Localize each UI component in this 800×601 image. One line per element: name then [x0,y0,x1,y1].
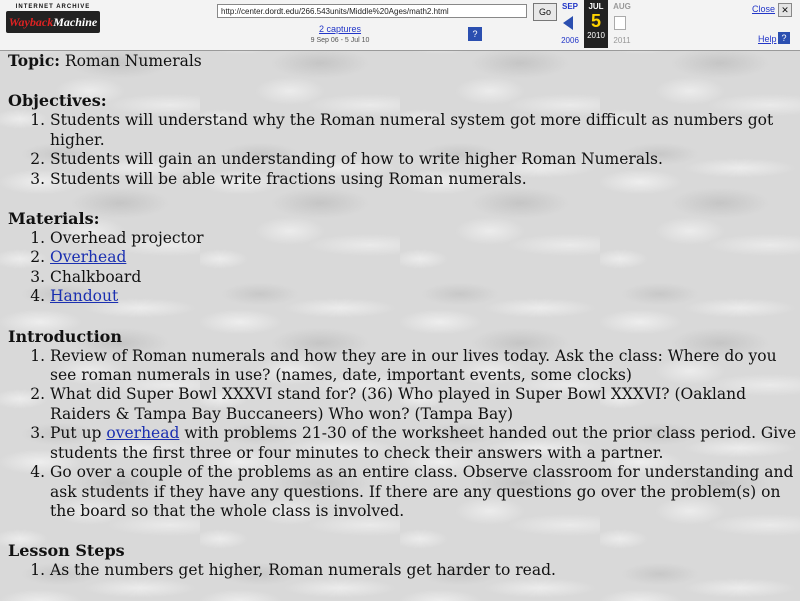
url-input[interactable]: http://center.dordt.edu/266.543units/Middle%20Ages/math2.html [217,4,527,18]
help-link[interactable]: Help [758,34,777,44]
list-item: 1. Students will understand why the Roman numeral system got more difficult as numbers got higher. [50,111,798,150]
current-capture-date [584,0,608,48]
list-item: 1. Overhead projector [50,229,798,248]
prev-month-link[interactable]: SEP [561,2,578,11]
logo-way: Wayback [8,15,54,29]
lesson-steps-heading: Lesson Steps [8,541,125,561]
intro-item3-pre: Put up [50,424,107,443]
wayback-toolbar [0,0,800,51]
list-item: 1. Review of Roman numerals and how they are in our lives today. Ask the class: Where do you see roman numerals in use? (names, date, important events, some clocks) [50,347,798,386]
prev-year-link[interactable]: 2006 [561,36,579,45]
introduction-section [8,327,798,522]
introduction-list [8,347,798,522]
intro-item3-post: with problems 21-30 of the worksheet handed out the prior class period. Give students the first three or four minutes to check their answers with a partner. [50,424,797,462]
lesson-steps-list [8,561,798,580]
objectives-heading: Objectives: [8,91,107,111]
captures-link[interactable]: 2 captures [318,24,362,34]
list-item: 2. What did Super Bowl XXXVI stand for? (36) Who played in Super Bowl XXXVI? (Oakland Raiders & Tampa Bay Buccaneers) Who won? (Tampa Bay) [50,385,798,424]
materials-list [8,229,798,307]
next-year: 2011 [613,36,631,45]
close-icon[interactable]: ✕ [778,3,792,17]
current-year: 2010 [587,31,605,40]
lesson-content [8,51,798,601]
handout-link[interactable]: Handout [50,287,119,306]
overhead-problems-link[interactable]: overhead [106,424,180,443]
logo-machine: Machine [53,15,98,29]
list-item: 3. Chalkboard [50,268,798,287]
introduction-heading: Introduction [8,326,122,346]
list-item: 4. Go over a couple of the problems as an entire class. Observe classroom for understanding and ask students if they have any questions. If there are any questions go over the problem(s) on the board so that the whole class is involved. [50,463,798,521]
list-item [50,424,798,463]
objectives-section [8,91,798,189]
info-icon[interactable]: ? [468,27,482,41]
objectives-list [8,111,798,189]
materials-section [8,209,798,307]
current-day: 5 [590,11,601,31]
list-item: 1. As the numbers get higher, Roman numerals get harder to read. [50,561,798,580]
topic-line [8,51,798,71]
list-item: 2. Students will gain an understanding of how to write higher Roman Numerals. [50,150,798,169]
materials-heading: Materials: [8,209,100,229]
next-month: AUG [613,2,631,11]
list-item: 3. Students will be able write fractions using Roman numerals. [50,170,798,189]
next-capture-box-icon [614,16,626,30]
prev-capture-arrow-icon[interactable] [563,16,573,30]
wayback-logo[interactable] [6,4,100,40]
list-item [50,287,798,306]
logo-top-text: INTERNET ARCHIVE [15,4,91,10]
help-icon[interactable]: ? [778,32,790,44]
current-month: JUL [588,2,604,11]
close-link[interactable]: Close [752,4,776,14]
topic-label: Topic: [8,51,60,70]
lesson-steps-section [8,541,798,580]
capture-range: 9 Sep 06 - 5 Jul 10 [310,37,370,44]
logo-main [6,11,100,33]
topic-value: Roman Numerals [64,52,202,70]
list-item [50,248,798,267]
go-button[interactable]: Go [533,3,557,21]
overhead-link[interactable]: Overhead [50,248,127,267]
